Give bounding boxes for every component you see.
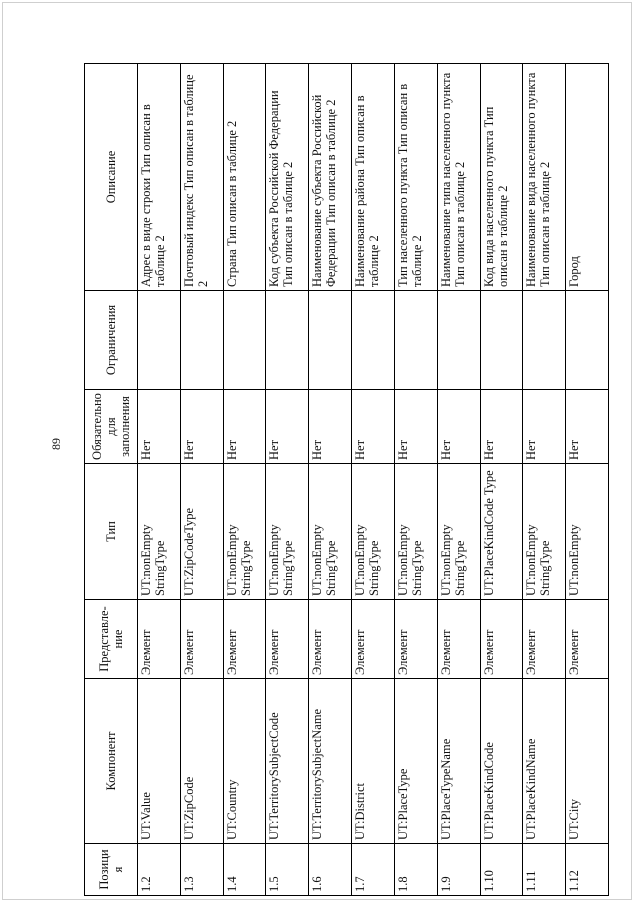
cell-required: Нет — [480, 390, 523, 464]
cell-description: Страна Тип описан в таблице 2 — [223, 64, 266, 291]
cell-constraints — [523, 291, 566, 390]
cell-component: UT:PlaceType — [394, 679, 437, 844]
cell-description: Код субъекта Российской Федерации Тип описан в таблице 2 — [266, 64, 309, 291]
cell-required: Нет — [138, 390, 181, 464]
cell-required: Нет — [566, 390, 609, 464]
cell-position: 1.12 — [566, 844, 609, 896]
cell-constraints — [566, 291, 609, 390]
cell-representation: Элемент — [480, 600, 523, 679]
cell-description: Наименование субъекта Российской Федерации Тип описан в таблице 2 — [309, 64, 352, 291]
cell-component: UT:PlaceKindName — [523, 679, 566, 844]
cell-constraints — [394, 291, 437, 390]
header-required: Обязательно для заполнения — [85, 390, 138, 464]
cell-required: Нет — [180, 390, 223, 464]
cell-representation: Элемент — [309, 600, 352, 679]
header-description: Описание — [85, 64, 138, 291]
table-row — [394, 64, 437, 896]
header-position: Позиция — [85, 844, 138, 896]
cell-constraints — [266, 291, 309, 390]
table-row — [523, 64, 566, 896]
header-representation: Представле-ние — [85, 600, 138, 679]
cell-constraints — [180, 291, 223, 390]
cell-component: UT:City — [566, 679, 609, 844]
cell-required: Нет — [437, 390, 480, 464]
cell-required: Нет — [352, 390, 395, 464]
cell-position: 1.5 — [266, 844, 309, 896]
cell-description: Наименование типа населенного пункта Тип описан в таблице 2 — [437, 64, 480, 291]
cell-type: UT:nonEmpty — [566, 464, 609, 600]
cell-position: 1.10 — [480, 844, 523, 896]
cell-type: UT:nonEmpty StringType — [352, 464, 395, 600]
cell-component: UT:Value — [138, 679, 181, 844]
cell-constraints — [352, 291, 395, 390]
cell-component: UT:PlaceKindCode — [480, 679, 523, 844]
cell-required: Нет — [394, 390, 437, 464]
cell-representation: Элемент — [223, 600, 266, 679]
page-number: 89 — [49, 438, 63, 450]
cell-position: 1.9 — [437, 844, 480, 896]
cell-position: 1.11 — [523, 844, 566, 896]
table-row — [309, 64, 352, 896]
cell-representation: Элемент — [523, 600, 566, 679]
cell-description: Город — [566, 64, 609, 291]
table-row — [437, 64, 480, 896]
cell-type: UT:ZipCodeType — [180, 464, 223, 600]
cell-constraints — [480, 291, 523, 390]
cell-constraints — [309, 291, 352, 390]
cell-position: 1.7 — [352, 844, 395, 896]
rotated-table-container — [84, 64, 609, 896]
table-row — [566, 64, 609, 896]
cell-required: Нет — [223, 390, 266, 464]
cell-type: UT:PlaceKindCode Type — [480, 464, 523, 600]
cell-required: Нет — [266, 390, 309, 464]
cell-component: UT:PlaceTypeName — [437, 679, 480, 844]
cell-description: Адрес в виде строки Тип описан в таблице 2 — [138, 64, 181, 291]
cell-position: 1.6 — [309, 844, 352, 896]
cell-type: UT:nonEmpty StringType — [266, 464, 309, 600]
cell-required: Нет — [309, 390, 352, 464]
cell-constraints — [437, 291, 480, 390]
cell-description: Наименование вида населенного пункта Тип описан в таблице 2 — [523, 64, 566, 291]
cell-required: Нет — [523, 390, 566, 464]
cell-component: UT:District — [352, 679, 395, 844]
cell-position: 1.3 — [180, 844, 223, 896]
cell-type: UT:nonEmpty StringType — [223, 464, 266, 600]
cell-type: UT:nonEmpty StringType — [138, 464, 181, 600]
cell-representation: Элемент — [138, 600, 181, 679]
cell-representation: Элемент — [394, 600, 437, 679]
cell-representation: Элемент — [437, 600, 480, 679]
table-row — [180, 64, 223, 896]
cell-description: Почтовый индекс Тип описан в таблице 2 — [180, 64, 223, 291]
cell-type: UT:nonEmpty StringType — [437, 464, 480, 600]
header-row — [85, 64, 138, 896]
cell-type: UT:nonEmpty StringType — [309, 464, 352, 600]
table-row — [138, 64, 181, 896]
table-row — [352, 64, 395, 896]
cell-description: Наименование района Тип описан в таблице 2 — [352, 64, 395, 291]
cell-representation: Элемент — [180, 600, 223, 679]
cell-constraints — [223, 291, 266, 390]
cell-position: 1.2 — [138, 844, 181, 896]
header-component: Компонент — [85, 679, 138, 844]
header-constraints: Ограничения — [85, 291, 138, 390]
table-row — [266, 64, 309, 896]
table-row — [480, 64, 523, 896]
spec-table — [84, 63, 609, 896]
cell-position: 1.8 — [394, 844, 437, 896]
cell-constraints — [138, 291, 181, 390]
cell-type: UT:nonEmpty StringType — [394, 464, 437, 600]
header-type: Тип — [85, 464, 138, 600]
cell-component: UT:TerritorySubjectCode — [266, 679, 309, 844]
cell-representation: Элемент — [566, 600, 609, 679]
cell-type: UT:nonEmpty StringType — [523, 464, 566, 600]
cell-component: UT:ZipCode — [180, 679, 223, 844]
table-row — [223, 64, 266, 896]
cell-position: 1.4 — [223, 844, 266, 896]
cell-representation: Элемент — [266, 600, 309, 679]
cell-description: Код вида населенного пункта Тип описан в таблице 2 — [480, 64, 523, 291]
cell-component: UT:TerritorySubjectName — [309, 679, 352, 844]
cell-description: Тип населенного пункта Тип описан в таблице 2 — [394, 64, 437, 291]
cell-representation: Элемент — [352, 600, 395, 679]
cell-component: UT:Country — [223, 679, 266, 844]
